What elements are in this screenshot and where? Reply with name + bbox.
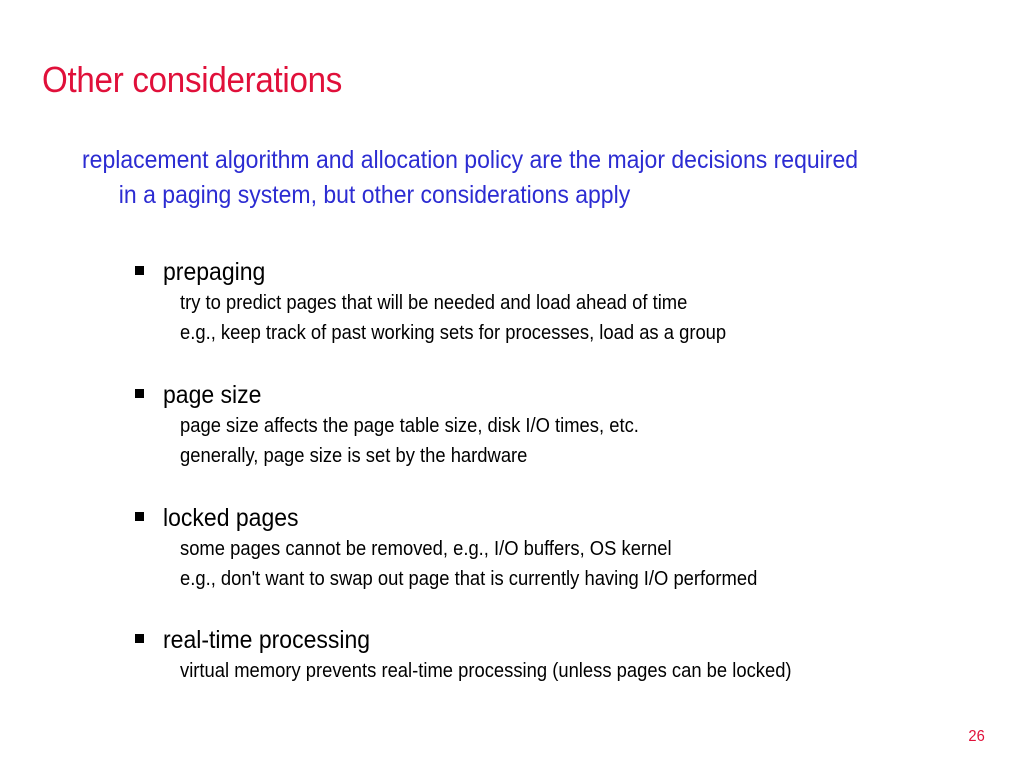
bullet-locked-pages xyxy=(133,502,993,594)
intro-paragraph xyxy=(82,143,965,213)
bullet-detail: try to predict pages that will be needed and load ahead of time xyxy=(180,292,688,314)
bullet-detail: page size affects the page table size, disk I/O times, etc. xyxy=(180,415,639,437)
bullet-detail: generally, page size is set by the hardware xyxy=(180,445,528,467)
intro-line-1: replacement algorithm and allocation policy are the major decisions required xyxy=(82,146,859,174)
bullet-detail: some pages cannot be removed, e.g., I/O buffers, OS kernel xyxy=(180,538,672,560)
bullet-real-time-processing xyxy=(133,624,993,686)
bullet-detail: e.g., don't want to swap out page that is currently having I/O performed xyxy=(180,568,758,590)
bullet-title: locked pages xyxy=(163,504,299,532)
bullet-title: page size xyxy=(163,381,262,409)
bullet-detail: virtual memory prevents real-time processing (unless pages can be locked) xyxy=(180,660,792,682)
bullet-title: prepaging xyxy=(163,258,266,286)
slide-title: Other considerations xyxy=(42,59,343,100)
square-bullet-icon xyxy=(135,634,144,643)
square-bullet-icon xyxy=(135,266,144,275)
bullet-page-size xyxy=(133,379,993,471)
page-number: 26 xyxy=(968,728,985,745)
bullet-title: real-time processing xyxy=(163,626,371,654)
bullet-detail: e.g., keep track of past working sets for processes, load as a group xyxy=(180,322,727,344)
intro-line-2: in a paging system, but other considerations apply xyxy=(118,181,631,209)
square-bullet-icon xyxy=(135,512,144,521)
square-bullet-icon xyxy=(135,389,144,398)
bullet-prepaging xyxy=(133,256,993,348)
